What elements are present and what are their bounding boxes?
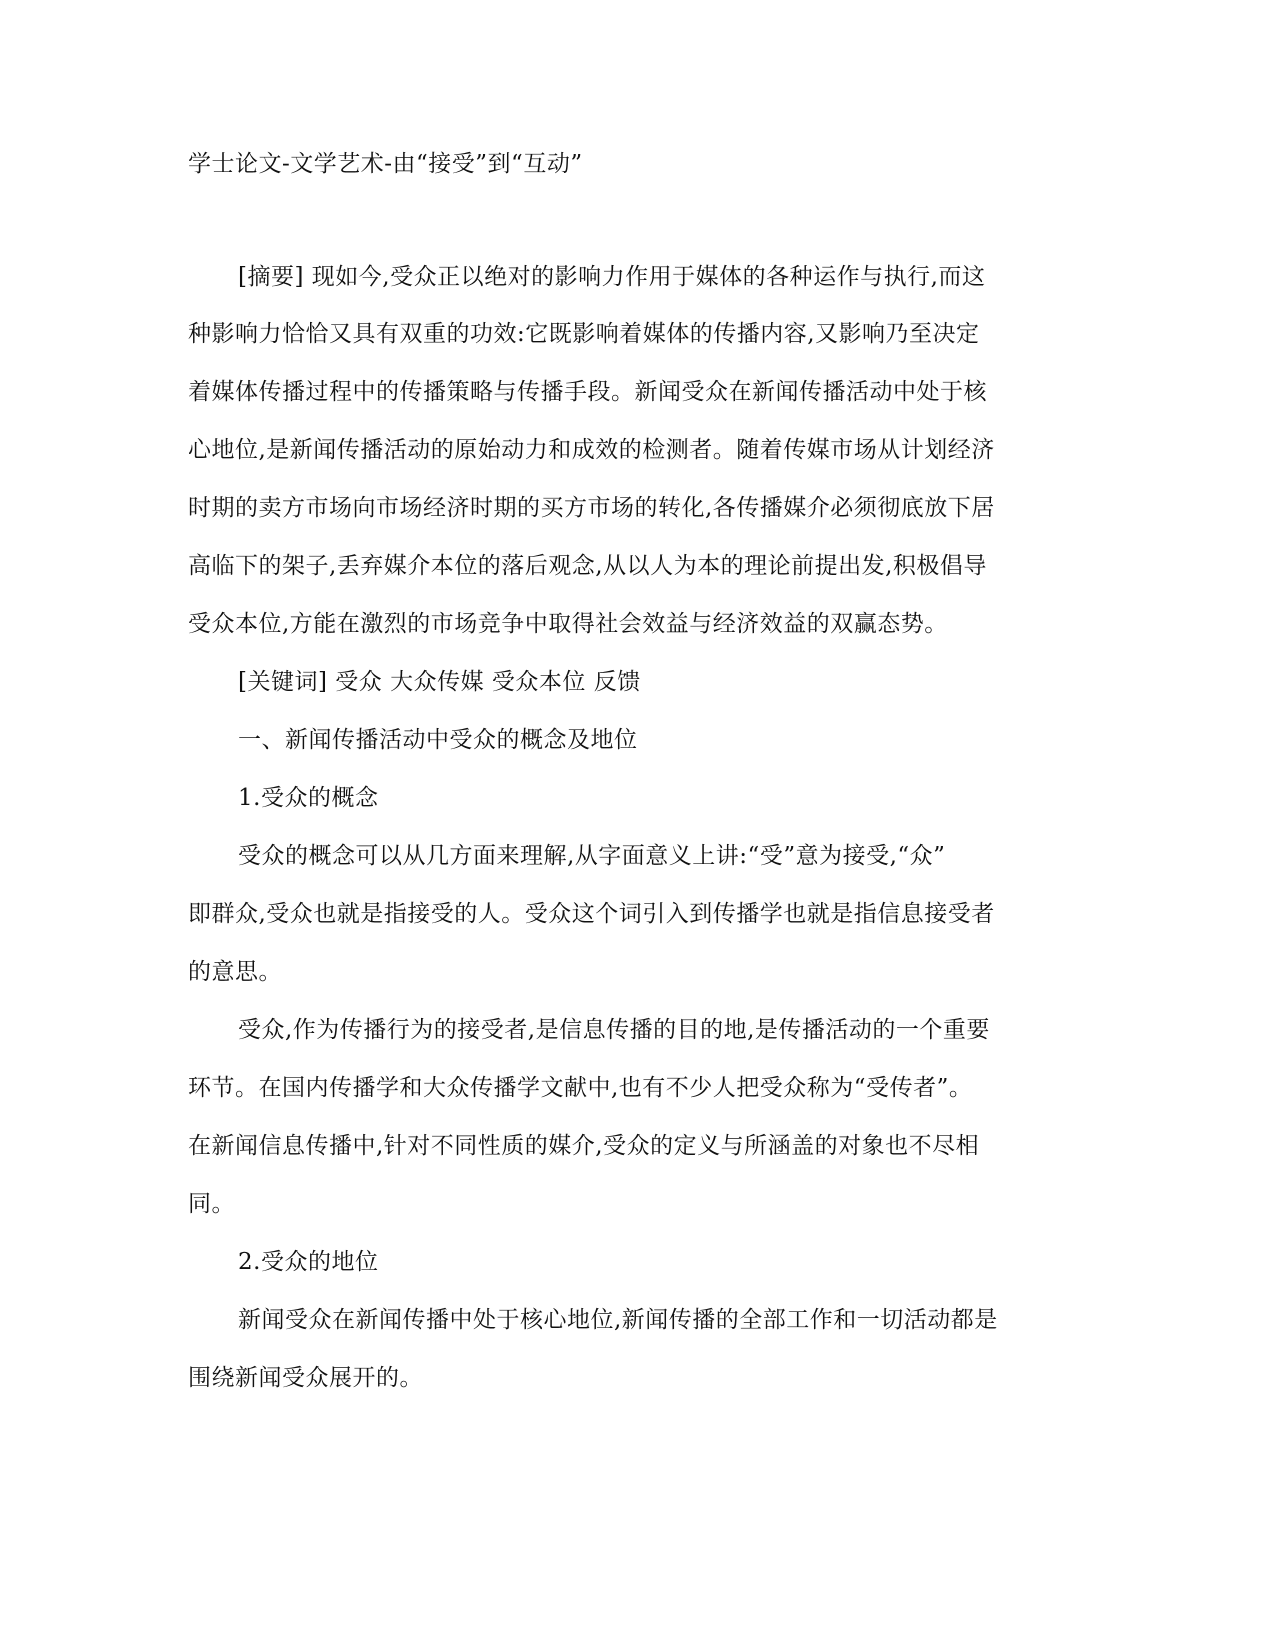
- paragraph-line: 环节。在国内传播学和大众传播学文献中,也有不少人把受众称为“受传者”。: [188, 1075, 973, 1101]
- abstract-line: 心地位,是新闻传播活动的原始动力和成效的检测者。随着传媒市场从计划经济: [188, 437, 995, 463]
- paragraph-line: 受众,作为传播行为的接受者,是信息传播的目的地,是传播活动的一个重要: [238, 1017, 990, 1043]
- abstract-line: 高临下的架子,丢弃媒介本位的落后观念,从以人为本的理论前提出发,积极倡导: [188, 553, 987, 579]
- abstract-line: 受众本位,方能在激烈的市场竞争中取得社会效益与经济效益的双赢态势。: [188, 611, 948, 637]
- document-title: 学士论文-文学艺术-由“接受”到“互动”: [188, 151, 583, 177]
- keywords-line: [关键词] 受众 大众传媒 受众本位 反馈: [238, 669, 641, 695]
- section-heading: 一、新闻传播活动中受众的概念及地位: [238, 727, 638, 753]
- abstract-line: 时期的卖方市场向市场经济时期的买方市场的转化,各传播媒介必须彻底放下居: [188, 495, 995, 521]
- paragraph-line: 同。: [188, 1191, 235, 1217]
- paragraph-line: 即群众,受众也就是指接受的人。受众这个词引入到传播学也就是指信息接受者: [188, 901, 995, 927]
- abstract-line: 着媒体传播过程中的传播策略与传播手段。新闻受众在新闻传播活动中处于核: [188, 379, 987, 405]
- paragraph-line: 新闻受众在新闻传播中处于核心地位,新闻传播的全部工作和一切活动都是: [238, 1307, 998, 1333]
- paragraph-line: 在新闻信息传播中,针对不同性质的媒介,受众的定义与所涵盖的对象也不尽相: [188, 1133, 980, 1159]
- paragraph-line: 围绕新闻受众展开的。: [188, 1365, 423, 1391]
- abstract-line: 种影响力恰恰又具有双重的功效:它既影响着媒体的传播内容,又影响乃至决定: [188, 321, 980, 347]
- paragraph-line: 受众的概念可以从几方面来理解,从字面意义上讲:“受”意为接受,“众”: [238, 843, 946, 869]
- paragraph-line: 的意思。: [188, 959, 282, 985]
- subsection-heading: 2.受众的地位: [238, 1249, 379, 1275]
- abstract-line: [摘要] 现如今,受众正以绝对的影响力作用于媒体的各种运作与执行,而这: [238, 264, 986, 290]
- subsection-heading: 1.受众的概念: [238, 785, 379, 811]
